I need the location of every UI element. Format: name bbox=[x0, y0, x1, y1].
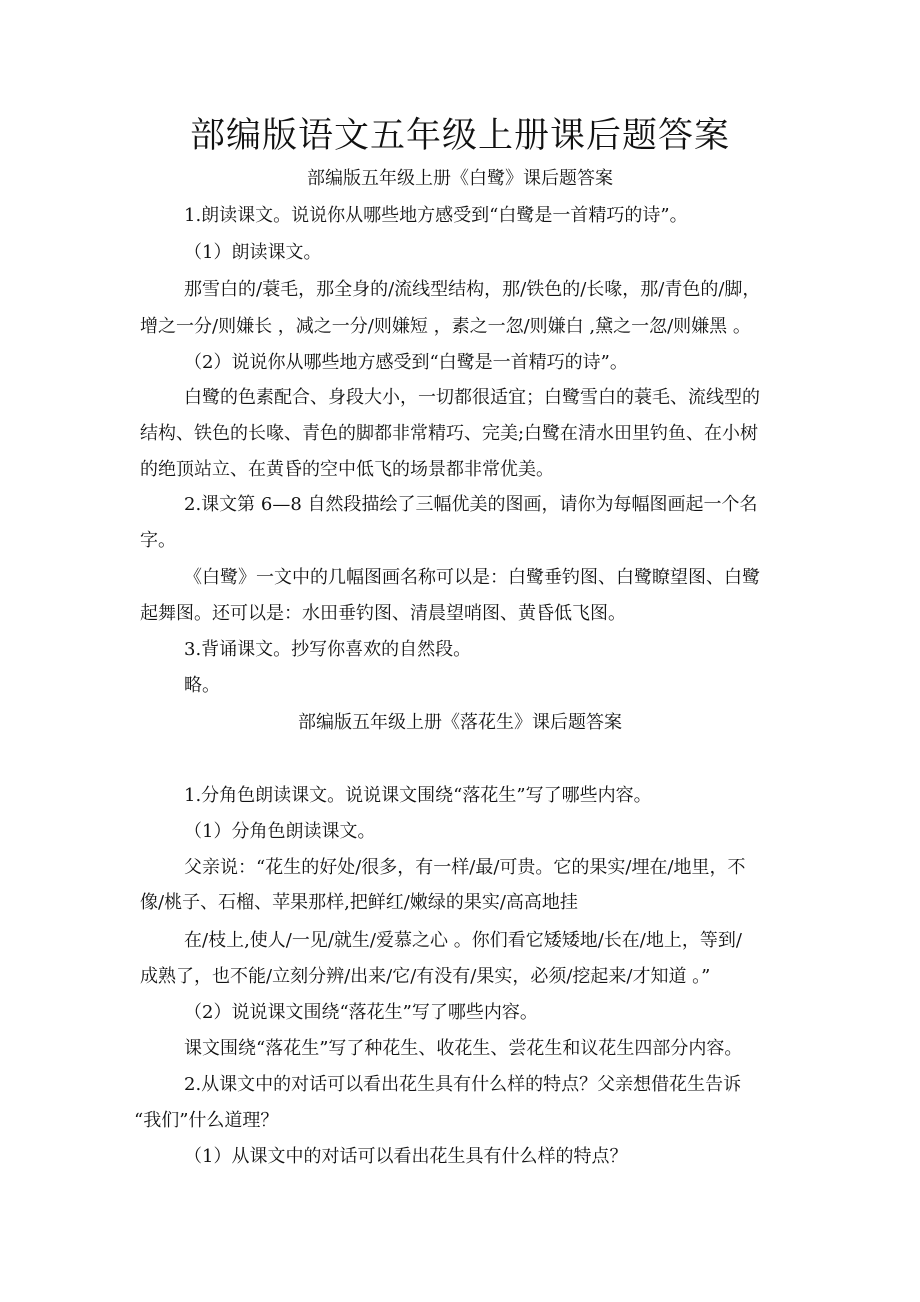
paragraph-line: 增之一分/则嫌长 ，减之一分/则嫌短 ，素之一忽/则嫌白 ,黛之一忽/则嫌黑 。 bbox=[140, 316, 751, 337]
paragraph-line: 成熟了，也不能/立刻分辨/出来/它/有没有/果实，必须/挖起来/才知道 。” bbox=[140, 966, 711, 987]
sub-question: （2）说说你从哪些地方感受到“白鹭是一首精巧的诗”。 bbox=[184, 352, 628, 373]
question-2: 2.从课文中的对话可以看出花生具有什么样的特点？父亲想借花生告诉 bbox=[184, 1074, 742, 1095]
paragraph-line: 略。 bbox=[184, 675, 220, 696]
paragraph-line: 父亲说：“花生的好处/很多，有一样/最/可贵。它的果实/埋在/地里，不 bbox=[184, 857, 746, 878]
document-title: 部编版语文五年级上册课后题答案 bbox=[189, 116, 730, 156]
paragraph-line: 那雪白的/蓑毛，那全身的/流线型结构，那/铁色的/长喙，那/青色的/脚， bbox=[184, 279, 761, 300]
paragraph-line: 结构、铁色的长喙、青色的脚都非常精巧、完美;白鹭在清水田里钓鱼、在小树 bbox=[140, 423, 759, 444]
section-heading-bailu: 部编版五年级上册《白鹭》课后题答案 bbox=[307, 168, 613, 189]
paragraph-line: 白鹭的色素配合、身段大小，一切都很适宜；白鹭雪白的蓑毛、流线型的 bbox=[184, 387, 760, 408]
paragraph-line: 起舞图。还可以是：水田垂钓图、清晨望哨图、黄昏低飞图。 bbox=[140, 603, 626, 624]
paragraph-line: 像/桃子、石榴、苹果那样,把鲜红/嫩绿的果实/高高地挂 bbox=[140, 892, 578, 913]
paragraph-line: 字。 bbox=[140, 530, 176, 551]
question-2: 2.课文第 6—8 自然段描绘了三幅优美的图画，请你为每幅图画起一个名 bbox=[184, 494, 758, 515]
sub-question: （1）分角色朗读课文。 bbox=[184, 821, 376, 842]
sub-question: （1）从课文中的对话可以看出花生具有什么样的特点？ bbox=[184, 1146, 628, 1167]
paragraph-line: 在/枝上,使人/一见/就生/爱慕之心 。你们看它矮矮地/长在/地上，等到/ bbox=[184, 930, 742, 951]
paragraph-line: 的绝顶站立、在黄昏的空中低飞的场景都非常优美。 bbox=[140, 459, 554, 480]
question-1: 1.分角色朗读课文。说说课文围绕“落花生”写了哪些内容。 bbox=[184, 785, 652, 806]
paragraph-line: 课文围绕“落花生”写了种花生、收花生、尝花生和议花生四部分内容。 bbox=[184, 1038, 743, 1059]
sub-question: （2）说说课文围绕“落花生”写了哪些内容。 bbox=[184, 1002, 538, 1023]
question-1: 1.朗读课文。说说你从哪些地方感受到“白鹭是一首精巧的诗”。 bbox=[184, 205, 688, 226]
paragraph-line: “我们”什么道理？ bbox=[134, 1110, 279, 1131]
section-heading-luohuasheng: 部编版五年级上册《落花生》课后题答案 bbox=[298, 712, 622, 733]
question-3: 3.背诵课文。抄写你喜欢的自然段。 bbox=[184, 639, 472, 660]
sub-question: （1）朗读课文。 bbox=[184, 242, 322, 263]
paragraph-line: 《白鹭》一文中的几幅图画名称可以是：白鹭垂钓图、白鹭瞭望图、白鹭 bbox=[184, 567, 760, 588]
